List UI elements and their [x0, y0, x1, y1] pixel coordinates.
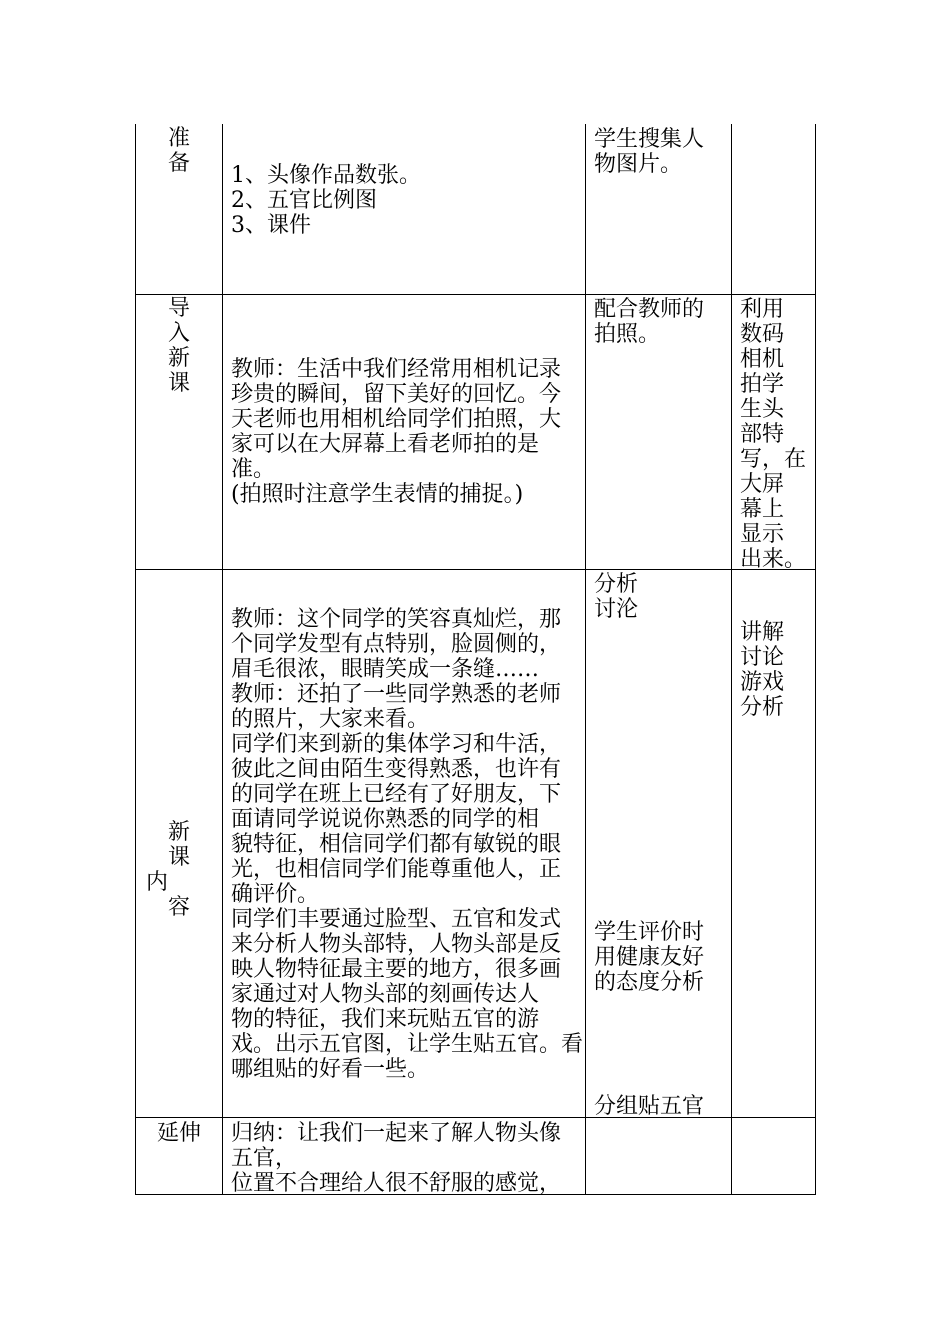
extend-content: 归纳：让我们一起来了解人物头像 五官， 位置不合理给人很不舒服的感觉， — [231, 1121, 562, 1196]
new-content: 教师：这个同学的笑容真灿烂，那 个同学发型有点特别，脸圆侧的， 眉毛很浓，眼睛笑成一条缝…… 教师：还拍了一些同学熟悉的老师 的照片，大家来看。 同学们来到新的集体学习和牛活， 彼此之间由陌生变得熟悉，也许有 的同学在班上已经有了好朋友，下 面请同学说说你熟悉的同学的相 貌特征，相信同学们都有敏锐的眼 光，也相信同学们能尊重他人，正 确评价。 同学们丰要通过脸型、五官和发式 来分析人物头部特，人物头部是反 映人物特征最主要的地方，很多画 家通过对人物头部的刻画传达人 物的特征，我们来玩贴五官的游 戏。出示五官图，让学生贴五官。看 哪组贴的好看一些。 — [231, 607, 584, 1082]
new-student-activity-3: 分组贴五官 — [594, 1094, 705, 1119]
row-label-new-a: 新 课 — [167, 820, 190, 870]
row-label-extend: 延伸 — [156, 1121, 201, 1146]
intro-note: 利用 数码 相机 拍学 生头 部特 写，在 大屏 幕上 显示 出来。 — [740, 297, 807, 572]
row-divider-prep — [135, 294, 816, 295]
row-label-new-b2: 容 — [167, 895, 190, 920]
row-label-prep: 准 备 — [167, 126, 190, 176]
table-col-divider-3 — [731, 124, 732, 1195]
table-col-divider-1 — [222, 124, 223, 1195]
new-student-activity-1: 分析 讨沦 — [594, 572, 639, 622]
row-divider-intro — [135, 569, 816, 570]
prep-student-activity: 学生搜集人 物图片。 — [594, 127, 705, 177]
table-left-border — [135, 124, 136, 1195]
table-right-border — [815, 124, 816, 1195]
row-label-new-b1: 内 — [145, 870, 168, 895]
prep-content: 1、头像作品数张。 2、五官比例图 3、课件 — [231, 163, 421, 238]
new-note: 讲解 讨论 游戏 分析 — [740, 620, 785, 720]
new-student-activity-2: 学生评价时 用健康友好 的态度分析 — [594, 920, 705, 995]
intro-content: 教师：生活中我们经常用相机记录 珍贵的瞬间，留下美好的回忆。今 天老师也用相机给同学们拍照，大 家可以在大屏幕上看老师拍的是 准。 (拍照时注意学生表情的捕捉。) — [231, 357, 562, 507]
intro-student-activity: 配合教师的 拍照。 — [594, 297, 705, 347]
table-col-divider-2 — [585, 124, 586, 1195]
row-label-intro: 导 入 新 课 — [167, 296, 190, 396]
